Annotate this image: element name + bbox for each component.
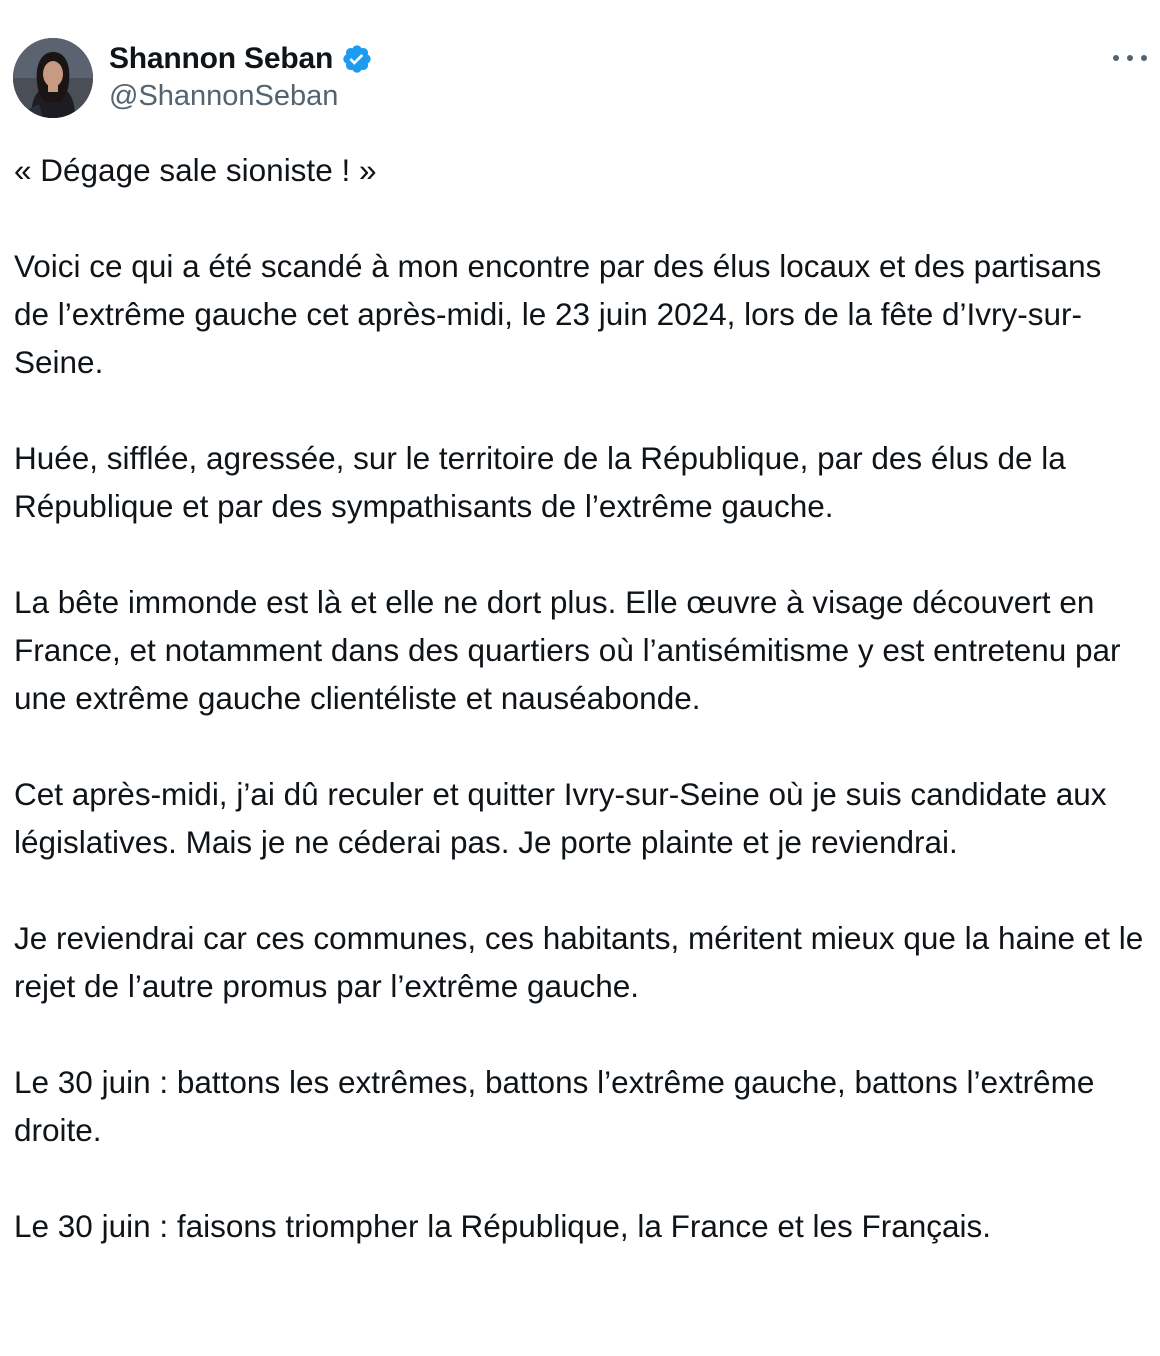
more-dot xyxy=(1141,55,1147,61)
display-name[interactable]: Shannon Seban xyxy=(109,42,334,75)
display-name-row xyxy=(109,40,373,78)
more-options-icon[interactable] xyxy=(1113,46,1147,70)
tweet-paragraph: Le 30 juin : battons les extrêmes, battons l’extrême gauche, battons l’extrême droite. xyxy=(14,1064,1095,1148)
tweet-paragraph: Le 30 juin : faisons triompher la République, la France et les Français. xyxy=(14,1208,992,1244)
tweet-paragraph: Voici ce qui a été scandé à mon encontre par des élus locaux et des partisans de l’extrême gauche cet après-midi, le 23 juin 2024, lors de la fête d’Ivry-sur-Seine. xyxy=(14,248,1102,380)
author-handle[interactable]: @ShannonSeban xyxy=(109,80,339,112)
avatar[interactable] xyxy=(13,38,93,118)
tweet-header xyxy=(13,38,1147,120)
tweet-paragraph: Huée, sifflée, agressée, sur le territoire de la République, par des élus de la République et par des sympathisants de l’extrême gauche. xyxy=(14,440,1066,524)
avatar-image xyxy=(13,38,93,118)
tweet-paragraph: La bête immonde est là et elle ne dort plus. Elle œuvre à visage découvert en France, et notamment dans des quartiers où l’antisémitisme y est entretenu par une extrême gauche clientéliste et nauséabonde. xyxy=(14,584,1121,716)
tweet-paragraph: Je reviendrai car ces communes, ces habitants, méritent mieux que la haine et le rejet de l’autre promus par l’extrême gauche. xyxy=(14,920,1144,1004)
verified-badge-icon[interactable] xyxy=(341,43,373,75)
tweet-text xyxy=(14,146,1144,1298)
tweet-paragraph: « Dégage sale sioniste ! » xyxy=(14,152,377,188)
more-dot xyxy=(1127,55,1133,61)
tweet-paragraph: Cet après-midi, j’ai dû reculer et quitter Ivry-sur-Seine où je suis candidate aux législatives. Mais je ne céderai pas. Je porte plainte et je reviendrai. xyxy=(14,776,1107,860)
author-names xyxy=(109,40,373,113)
more-dot xyxy=(1113,55,1119,61)
